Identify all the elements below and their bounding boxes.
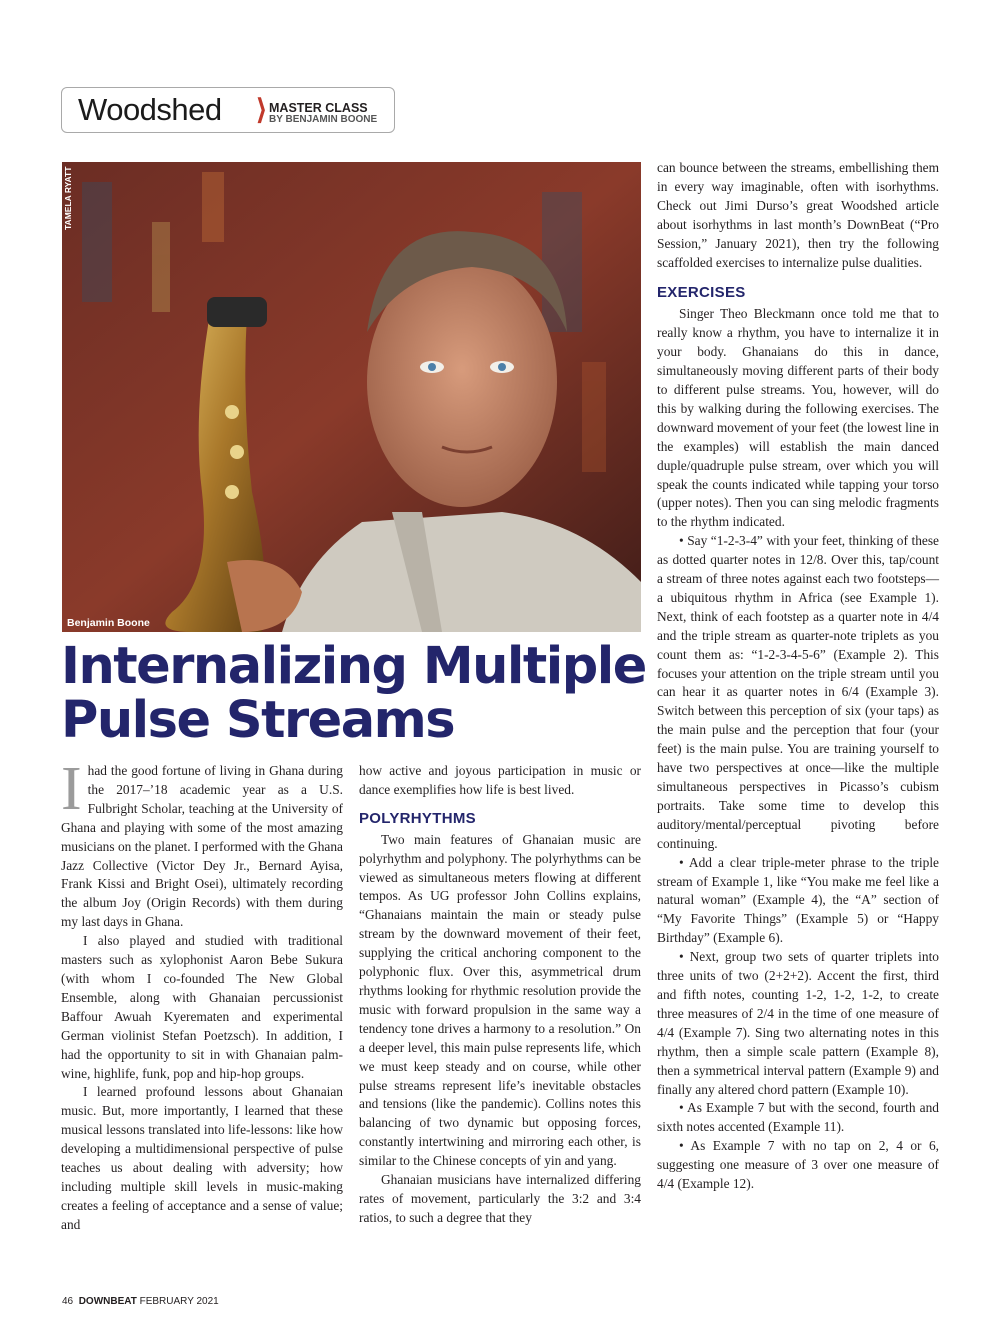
portrait-illustration xyxy=(62,162,641,632)
paragraph: • As Example 7 but with the second, fourth and sixth notes accented (Example 11). xyxy=(657,1100,939,1135)
photo-credit xyxy=(63,216,123,230)
paragraph: I also played and studied with traditional masters such as xylophonist Aaron Bebe Sukura (with whom I co-founded The New Global Ensemble, along with Ghanaian percussionist Baffour Awuah Kyerematen and experimental German violinist Stefan Poetzsch). In addition, I had the opportunity to sit in with Ghanaian palm-wine, highlife, funk, pop and hip-hop groups. xyxy=(61,933,343,1081)
headline-line-1: Internalizing Multiple xyxy=(61,637,646,696)
intro-text: had the good fortune of living in Ghana during the 2017–’18 academic year as a U.S. Fulbright Scholar, teaching at the University of Ghana and playing with some of the most amazing musicians on the planet. I performed with the Ghana Jazz Collective (Victor Dey Jr., Bernard Ayisa, Frank Kissi and Bright Osei), ultimately recording the album Joy (Origin Records) with them during my last days in Ghana. xyxy=(61,763,343,930)
paragraph: • Add a clear triple-meter phrase to the triple stream of Example 1, like “You make me feel like a natural woman” (Example 4), the “A” section of “My Favorite Things” (Example 5) or “Happy Birthday” (Example 6). xyxy=(657,854,939,946)
paragraph: Two main features of Ghanaian music are polyrhythm and polyphony. The polyrhythms can be viewed as simultaneous meters flowing at different tempos. As UG professor John Collins explains, “Ghanaians maintain the main or steady pulse stream by the downward movement of their feet, supplying the critical anchoring component to the polyphonic flux. Over this, asymmetrical drum rhythms looking for rhythmic resolution provide the music with forward propulsion in the same way a tendency tone drives a harmony to a resolution.” On a deeper level, this main pulse represents life, which we must keep steady and on course, while other pulse streams represent life’s inevitable obstacles and tensions (like the pandemic). Collins notes this balancing of two dynamic but opposing forces, constantly intertwining and mirroring each other, is similar to the Chinese concepts of yin and yang. xyxy=(359,831,641,1169)
paragraph: I learned profound lessons about Ghanaian music. But, more importantly, I learned that these musical lessons translated into life-lessons: like how developing a multidimensional perspective of pulse teaches us about dealing with adversity; how including multiple skill levels in music-making creates a feeling of acceptance and a sense of value; and xyxy=(61,1084,343,1232)
section-title: Woodshed xyxy=(78,92,222,127)
paragraph: • As Example 7 with no tap on 2, 4 or 6, suggesting one measure of 3 over one measure of 4/4 (Example 12). xyxy=(657,1138,939,1192)
byline: BY BENJAMIN BOONE xyxy=(269,114,378,125)
chevron-right-icon: ⟩ xyxy=(256,94,267,125)
paragraph: Ghanaian musicians have internalized differing rates of movement, particularly the 3:2 and 3:4 ratios, to such a degree that they xyxy=(359,1172,641,1225)
feature-photo xyxy=(62,162,641,632)
subhead-exercises: EXERCISES xyxy=(657,284,746,302)
column-1 xyxy=(61,755,343,1235)
paragraph: how active and joyous participation in music or dance exemplifies how life is best lived. xyxy=(359,763,641,797)
drop-cap: I xyxy=(61,755,82,823)
paragraph: • Next, group two sets of quarter triplets into three units of two (2+2+2). Accent the first, third and fifth notes, counting 1-2, 1-2, 1-2, to create three measures of 2/4 in the time of one measure of 4/4 (Example 7). Sing two alternating notes in this rhythm, then a simple scale pattern (Example 8), then a symmetrical interval pattern (Example 9) and finally any altered chord pattern (Example 10). xyxy=(657,949,939,1097)
page-footer xyxy=(62,1296,219,1307)
paragraph: Singer Theo Bleckmann once told me that to really know a rhythm, you have to internalize it in your body. Ghanaians do this in dance, simultaneously moving different parts of their body to different pulse streams. You, however, will do this by walking during the following exercises. The downward movement of your feet (the lowest line in the examples) will establish the main danced duple/quadruple pulse stream, over which you will speak the counts indicated while tapping your torso (upper notes). Then you can sing melodic fragments to the rhythm indicated. xyxy=(657,306,939,530)
paragraph: • Say “1-2-3-4” with your feet, thinking of these as dotted quarter notes in 12/8. Over this, tap/count a stream of three notes against each two footsteps—a ubiquitous rhythm in Africa (see Example 1). Next, think of each footstep as a quarter note in 4/4 and the triple stream as quarter-note triplets as you count them as: “1-2-3-4-5-6” (Example 2). This focuses your attention on the triple stream until you can hear it as quarter notes in 6/4 (Example 3). Switch between this perception of six (your taps) as the main pulse and the perception that four (your feet) is the main pulse. You are training yourself to have two perspectives at once—like the multiple simultaneous perspectives in Picasso’s cubism portraits. Take some time to develop this auditory/mental/perceptual pivoting before continuing. xyxy=(657,533,939,851)
paragraph: can bounce between the streams, embellishing them in every way imaginable, often with isorhythms. Check out Jimi Durso’s great Woodshed article about isorhythms in last month’s DownBeat (“Pro Session,” January 2021), then try the following scaffolded exercises to internalize pulse dualities. xyxy=(657,160,939,270)
intro-paragraph xyxy=(61,755,343,932)
photo-caption: Benjamin Boone xyxy=(67,617,150,629)
issue-date: FEBRUARY 2021 xyxy=(139,1296,219,1307)
magazine-name: DOWNBEAT xyxy=(78,1296,137,1307)
column-3 xyxy=(657,159,939,1194)
kicker-label: MASTER CLASS xyxy=(269,101,368,115)
column-2 xyxy=(359,762,641,1228)
headline-line-2: Pulse Streams xyxy=(61,691,455,750)
subhead-polyrhythms: POLYRHYTHMS xyxy=(359,809,476,827)
section-masthead xyxy=(61,87,395,133)
page-number: 46 xyxy=(62,1296,74,1307)
article-headline xyxy=(61,637,651,750)
